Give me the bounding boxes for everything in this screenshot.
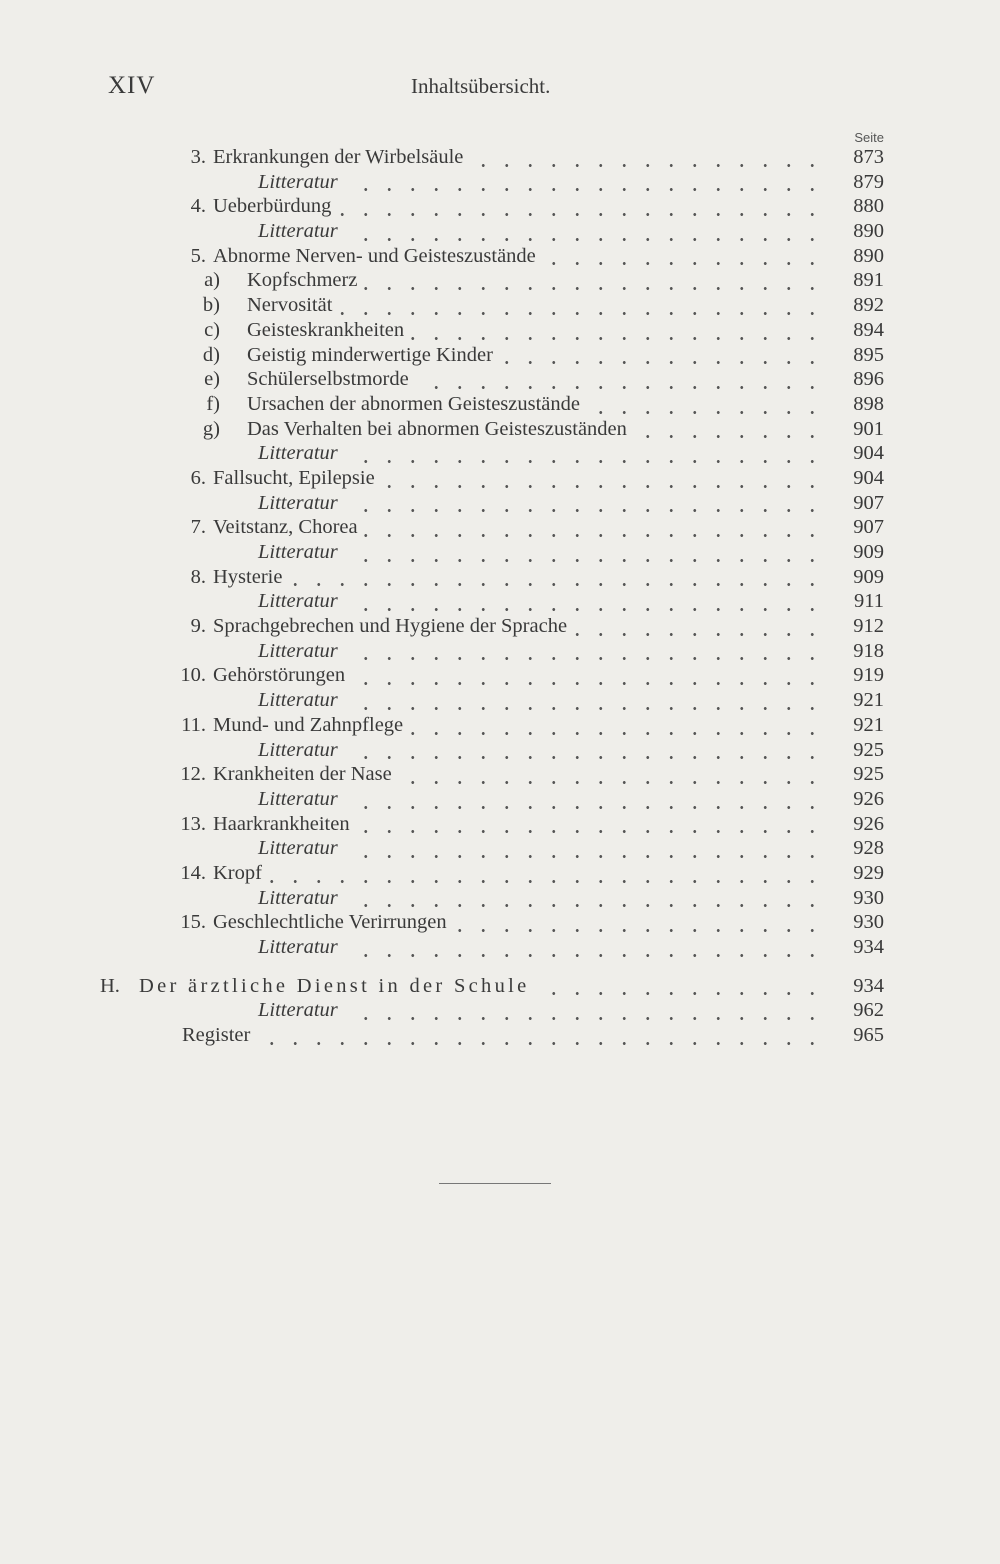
- toc-entry-title: Mund- und Zahnpflege: [213, 713, 404, 736]
- dot-leader: [337, 195, 824, 217]
- toc-entry-number: 12.: [180, 763, 206, 786]
- dot-leader: [288, 566, 824, 588]
- toc-entry-title: Litteratur: [258, 590, 338, 613]
- toc-entry: [0, 318, 1000, 343]
- toc-entry-title: Litteratur: [258, 220, 338, 243]
- dot-leader: [542, 245, 824, 267]
- toc-entry-title: Abnorme Nerven- und Geisteszustände: [213, 244, 536, 267]
- toc-entry: [0, 343, 1000, 368]
- toc-entry: [0, 688, 1000, 713]
- dot-leader: [344, 171, 824, 193]
- toc-entry-page: 894: [853, 318, 884, 341]
- header-page-number: XIV: [108, 72, 156, 99]
- toc-entry-title: Litteratur: [258, 999, 338, 1022]
- toc-entry-page: 873: [853, 146, 884, 168]
- toc-entry: [0, 219, 1000, 244]
- toc-entry: [0, 589, 1000, 614]
- toc-entry-number: 11.: [181, 713, 206, 736]
- toc-entry-title: Das Verhalten bei abnormen Geisteszuständen: [247, 417, 627, 440]
- dot-leader: [356, 813, 824, 835]
- dot-leader: [344, 442, 824, 464]
- toc-entry-page: 907: [853, 491, 884, 514]
- toc-entry-page: 934: [853, 936, 884, 958]
- toc-entry: [0, 145, 1000, 170]
- dot-leader: [586, 393, 824, 415]
- toc-entry-page: 898: [853, 392, 884, 415]
- dot-leader: [344, 541, 824, 563]
- dot-leader: [344, 220, 824, 242]
- toc-entry-page: 918: [853, 639, 884, 662]
- toc-entry: [0, 974, 1000, 999]
- toc-entry: [0, 491, 1000, 516]
- toc-entry-number: b): [202, 294, 220, 317]
- toc-entry-number: d): [202, 343, 220, 366]
- toc-entry-title: Sprachgebrechen und Hygiene der Sprache: [213, 615, 568, 638]
- toc-entry-number: 4.: [190, 195, 206, 218]
- toc-entry-number: 7.: [190, 516, 206, 539]
- toc-entry-page: 895: [853, 343, 884, 366]
- toc-entry: [0, 417, 1000, 442]
- dot-leader: [268, 862, 824, 884]
- toc-entry: [0, 886, 1000, 911]
- toc-entry-title: Litteratur: [258, 170, 338, 193]
- dot-leader: [351, 664, 824, 686]
- toc-entry-number: e): [204, 368, 220, 391]
- toc-entry-page: 912: [853, 615, 884, 638]
- header-title: Inhaltsübersicht.: [411, 74, 551, 98]
- toc-entry-page: 892: [853, 294, 884, 317]
- toc-entry-title: Kropf: [213, 861, 262, 884]
- toc-entry: [0, 194, 1000, 219]
- toc-entry: [0, 861, 1000, 886]
- toc-entry-title: Litteratur: [258, 639, 338, 662]
- toc-entry-title: Schülerselbstmorde: [247, 368, 409, 391]
- toc-entry: [0, 663, 1000, 688]
- toc-entry-title: Litteratur: [258, 886, 338, 909]
- toc-entry-page: 891: [853, 269, 884, 292]
- toc-entry-title: Geisteskrankheiten: [247, 318, 405, 341]
- toc-entry: [0, 762, 1000, 787]
- toc-entry-page: 965: [853, 1024, 884, 1047]
- dot-leader: [344, 689, 824, 711]
- toc-entry-page: 879: [853, 170, 884, 193]
- toc-entry-number: 14.: [180, 861, 206, 884]
- toc-entry-page: 896: [853, 368, 884, 391]
- dot-leader: [633, 418, 824, 440]
- toc-entry-title: Litteratur: [258, 837, 338, 860]
- toc-entry-title: Litteratur: [258, 738, 338, 761]
- dot-leader: [344, 640, 824, 662]
- toc-entry-number: 10.: [180, 664, 206, 687]
- dot-leader: [256, 1024, 824, 1046]
- toc-entry: [0, 812, 1000, 837]
- page-column-label: Seite: [854, 130, 884, 145]
- toc-entry-page: 909: [853, 541, 884, 563]
- toc-entry-title: Krankheiten der Nase: [213, 763, 392, 786]
- toc-entry-number: 15.: [180, 911, 206, 934]
- dot-leader: [469, 146, 824, 168]
- toc-entry-page: 925: [853, 763, 884, 786]
- section-gap: [0, 960, 1000, 974]
- toc-entry-title: Der ärztliche Dienst in der Schule: [139, 974, 530, 997]
- toc-entry-page: 890: [853, 244, 884, 267]
- toc-entry: [0, 787, 1000, 812]
- toc-entry: [0, 170, 1000, 195]
- toc-entry: [0, 367, 1000, 392]
- toc-entry: [0, 293, 1000, 318]
- toc-entry-title: Geistig minderwertige Kinder: [247, 343, 493, 366]
- toc-entry-title: Litteratur: [258, 936, 338, 958]
- toc-entry-number: 8.: [190, 565, 206, 588]
- toc-entry-number: H.: [100, 974, 120, 997]
- toc-entry: [0, 540, 1000, 565]
- toc-entry-page: 904: [853, 442, 884, 465]
- toc-entry: [0, 998, 1000, 1023]
- toc-entry: [0, 910, 1000, 935]
- toc-entry-title: Fallsucht, Epilepsie: [213, 466, 375, 489]
- toc-entry-title: Litteratur: [258, 491, 338, 514]
- dot-leader: [344, 739, 824, 761]
- toc-entry-page: 962: [853, 999, 884, 1022]
- toc-entry-title: Ursachen der abnormen Geisteszustände: [247, 392, 580, 415]
- dot-leader: [573, 615, 824, 637]
- toc-entry-page: 929: [853, 861, 884, 884]
- toc-entry-page: 925: [853, 738, 884, 761]
- toc-entry-number: a): [204, 269, 220, 292]
- toc-entry-number: 9.: [190, 615, 206, 638]
- dot-leader: [398, 763, 824, 785]
- dot-leader: [499, 344, 824, 366]
- toc-entry: [0, 441, 1000, 466]
- toc-entry: [0, 244, 1000, 269]
- dot-leader: [344, 590, 824, 612]
- dot-leader: [344, 887, 824, 909]
- dot-leader: [344, 492, 824, 514]
- toc-entry-title: Litteratur: [258, 442, 338, 465]
- toc-entry-title: Hysterie: [213, 565, 283, 588]
- toc-entry-page: 930: [853, 911, 884, 934]
- toc-entry-title: Erkrankungen der Wirbelsäule: [213, 146, 464, 168]
- dot-leader: [344, 936, 824, 958]
- toc-entry-page: 934: [853, 974, 884, 997]
- toc-entry-title: Nervosität: [247, 294, 333, 317]
- toc-entry: [0, 268, 1000, 293]
- toc-entry-number: f): [206, 392, 220, 415]
- toc-entry-title: Ueberbürdung: [213, 195, 332, 218]
- toc-entry: [0, 935, 1000, 960]
- dot-leader: [410, 319, 824, 341]
- toc-entry-title: Veitstanz, Chorea: [213, 516, 358, 539]
- toc-entry-page: 926: [853, 812, 884, 835]
- toc-entry-number: g): [202, 417, 220, 440]
- toc-entry-title: Gehörstörungen: [213, 664, 346, 687]
- toc-entry-page: 890: [853, 220, 884, 243]
- toc-entry-page: 921: [853, 689, 884, 712]
- dot-leader: [344, 837, 824, 859]
- toc-entry: [0, 466, 1000, 491]
- dot-leader: [415, 368, 824, 390]
- toc-entry: [0, 515, 1000, 540]
- toc-entry-page: 909: [853, 565, 884, 588]
- toc-entry-title: Litteratur: [258, 689, 338, 712]
- dot-leader: [409, 714, 824, 736]
- toc-entry-number: 13.: [180, 812, 206, 835]
- toc-entry: [0, 392, 1000, 417]
- toc-entry-page: 880: [853, 195, 884, 218]
- toc-entry: [0, 738, 1000, 763]
- toc-entry: [0, 565, 1000, 590]
- toc-entry: [0, 639, 1000, 664]
- toc-entry-title: Kopfschmerz: [247, 269, 358, 292]
- toc-entry-number: 3.: [190, 146, 206, 168]
- dot-leader: [344, 788, 824, 810]
- toc-entry-page: 921: [853, 713, 884, 736]
- closing-rule: [439, 1183, 551, 1184]
- toc-entry-page: 930: [853, 886, 884, 909]
- toc-entry-number: c): [204, 318, 220, 341]
- toc-entry-page: 919: [853, 664, 884, 687]
- dot-leader: [338, 294, 824, 316]
- toc-entry-title: Litteratur: [258, 541, 338, 563]
- toc-entry-number: 5.: [190, 244, 206, 267]
- dot-leader: [344, 999, 824, 1021]
- toc-entry-page: 907: [853, 516, 884, 539]
- toc-entry-page: 926: [853, 787, 884, 810]
- toc-entry-page: 928: [853, 837, 884, 860]
- toc-entry: [0, 836, 1000, 861]
- toc-entry: [0, 614, 1000, 639]
- toc-entry-page: 901: [853, 417, 884, 440]
- toc-entry: [0, 1023, 1000, 1048]
- dot-leader: [453, 911, 824, 933]
- toc-entry-page: 904: [853, 466, 884, 489]
- toc-entry: [0, 713, 1000, 738]
- toc-entry-number: 6.: [190, 466, 206, 489]
- toc-entry-title: Litteratur: [258, 787, 338, 810]
- table-of-contents: [0, 145, 1000, 1048]
- toc-entry-page: 911: [854, 590, 884, 613]
- dot-leader: [363, 269, 824, 291]
- toc-entry-title: Register: [182, 1024, 251, 1047]
- dot-leader: [381, 467, 824, 489]
- toc-entry-title: Geschlechtliche Verirrungen: [213, 911, 447, 934]
- dot-leader: [364, 516, 824, 538]
- dot-leader: [536, 975, 824, 997]
- toc-entry-title: Haarkrankheiten: [213, 812, 350, 835]
